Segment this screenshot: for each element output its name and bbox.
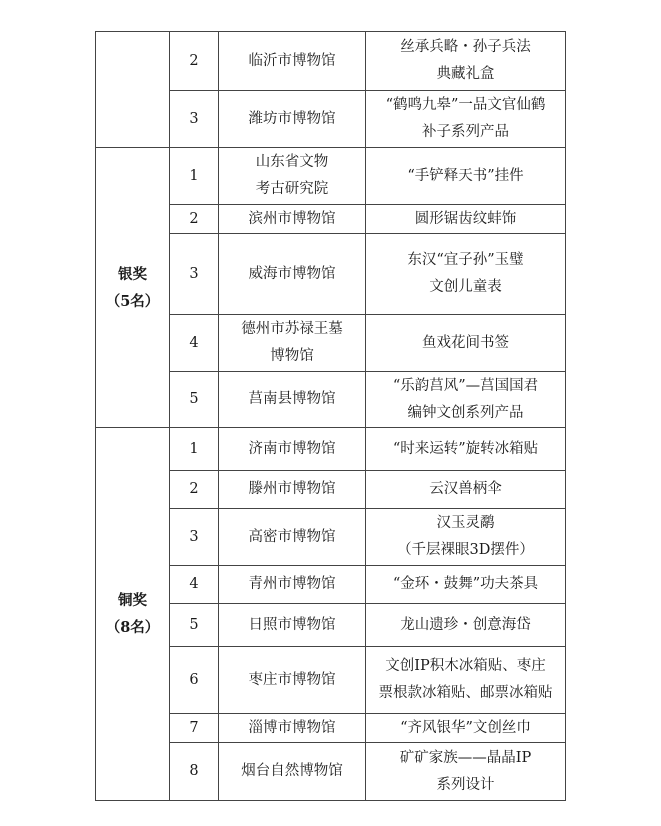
- museum-text: 淄博市博物馆: [248, 719, 336, 736]
- rank-cell: [170, 148, 219, 205]
- awards-table-body: [96, 32, 566, 801]
- product-text: “手铲释天书”挂件: [407, 167, 524, 184]
- product-text: 文创儿童表: [429, 279, 502, 295]
- product-cell: [366, 509, 566, 566]
- product-text: （千层裸眼3D摆件）: [397, 542, 534, 558]
- museum-cell: [219, 372, 366, 428]
- product-text: “鹤鸣九皋”一品文官仙鹤: [385, 97, 546, 113]
- product-cell: [366, 205, 566, 234]
- rank-text: 2: [189, 210, 199, 227]
- rank-cell: [170, 647, 219, 714]
- rank-text: 6: [189, 671, 199, 688]
- rank-cell: [170, 471, 219, 509]
- product-cell: [366, 604, 566, 647]
- rank-cell: [170, 205, 219, 234]
- rank-text: 5: [189, 616, 199, 633]
- museum-text: 青州市博物馆: [248, 576, 336, 592]
- museum-text: 山东省文物: [255, 154, 329, 170]
- museum-text: 烟台自然博物馆: [241, 763, 343, 779]
- museum-cell: [219, 234, 366, 315]
- award-name: 银奖: [118, 265, 147, 283]
- product-cell: [366, 714, 566, 743]
- rank-text: 3: [189, 265, 199, 282]
- museum-text: 日照市博物馆: [248, 616, 336, 633]
- rank-cell: [170, 372, 219, 428]
- silver-award-cell: [96, 148, 170, 428]
- product-text: 汉玉灵鹬: [436, 515, 495, 531]
- museum-text: 高密市博物馆: [248, 528, 336, 545]
- museum-cell: [219, 566, 366, 604]
- product-text: 典藏礼盒: [436, 66, 495, 82]
- product-text: 票根款冰箱贴、邮票冰箱贴: [378, 685, 553, 701]
- rank-text: 2: [189, 52, 199, 69]
- rank-cell: [170, 428, 219, 471]
- product-cell: [366, 91, 566, 148]
- product-text: 龙山遗珍・创意海岱: [400, 616, 531, 633]
- product-cell: [366, 566, 566, 604]
- museum-cell: [219, 32, 366, 91]
- rank-cell: [170, 91, 219, 148]
- product-text: 丝承兵略・孙子兵法: [400, 39, 531, 55]
- bronze-award-cell: [96, 428, 170, 801]
- product-text: 矿矿家族——晶晶IP: [399, 749, 532, 766]
- museum-cell: [219, 604, 366, 647]
- rank-text: 5: [189, 391, 199, 407]
- museum-text: 滨州市博物馆: [248, 210, 336, 227]
- product-text: 云汉兽柄伞: [429, 481, 502, 497]
- museum-cell: [219, 743, 366, 801]
- rank-cell: [170, 32, 219, 91]
- product-text: 文创IP积木冰箱贴、枣庄: [385, 658, 546, 674]
- award-count: （8名）: [105, 619, 160, 636]
- award-name: 铜奖: [118, 592, 147, 609]
- product-text: 编钟文创系列产品: [407, 404, 524, 421]
- museum-cell: [219, 509, 366, 566]
- product-cell: [366, 647, 566, 714]
- product-cell: [366, 315, 566, 372]
- table-row: [96, 32, 566, 91]
- rank-cell: [170, 509, 219, 566]
- rank-text: 4: [189, 576, 199, 592]
- product-text: “金环・鼓舞”功夫茶具: [392, 576, 539, 592]
- museum-text: 济南市博物馆: [248, 440, 336, 457]
- museum-text: 考古研究院: [255, 181, 329, 197]
- museum-cell: [219, 714, 366, 743]
- rank-text: 2: [189, 481, 199, 497]
- rank-cell: [170, 234, 219, 315]
- museum-cell: [219, 205, 366, 234]
- rank-cell: [170, 566, 219, 604]
- table-row: [96, 148, 566, 205]
- awards-table: [95, 31, 566, 801]
- rank-cell: [170, 743, 219, 801]
- museum-cell: [219, 428, 366, 471]
- award-count: （5名）: [105, 292, 160, 310]
- rank-text: 3: [189, 528, 199, 545]
- product-text: 鱼戏花间书签: [422, 334, 509, 351]
- museum-text: 威海市博物馆: [248, 265, 336, 282]
- product-text: “齐风银华”文创丝巾: [400, 719, 531, 736]
- award-cell-continued: [96, 32, 170, 148]
- product-text: 圆形锯齿纹蚌饰: [414, 210, 517, 227]
- product-cell: [366, 372, 566, 428]
- rank-text: 8: [189, 763, 199, 779]
- museum-text: 博物馆: [270, 348, 314, 364]
- rank-text: 1: [189, 440, 199, 457]
- museum-text: 德州市苏禄王墓: [241, 321, 343, 337]
- rank-text: 1: [189, 167, 199, 184]
- museum-cell: [219, 91, 366, 148]
- rank-text: 7: [189, 719, 199, 736]
- product-cell: [366, 234, 566, 315]
- product-text: 系列设计: [436, 776, 495, 793]
- rank-cell: [170, 315, 219, 372]
- museum-text: 莒南县博物馆: [248, 391, 336, 407]
- product-cell: [366, 743, 566, 801]
- product-text: 东汉“宜子孙”玉璧: [407, 252, 524, 268]
- rank-cell: [170, 714, 219, 743]
- museum-cell: [219, 148, 366, 205]
- rank-text: 4: [189, 334, 199, 351]
- product-text: 补子系列产品: [422, 124, 509, 140]
- rank-text: 3: [189, 110, 199, 127]
- table-row: [96, 428, 566, 471]
- museum-text: 枣庄市博物馆: [248, 671, 336, 688]
- museum-cell: [219, 471, 366, 509]
- museum-text: 滕州市博物馆: [248, 481, 336, 497]
- product-cell: [366, 148, 566, 205]
- product-text: “乐韵莒风”—莒国国君: [392, 377, 539, 394]
- product-cell: [366, 428, 566, 471]
- product-cell: [366, 32, 566, 91]
- museum-text: 临沂市博物馆: [248, 52, 336, 69]
- museum-text: 潍坊市博物馆: [248, 110, 336, 127]
- museum-cell: [219, 315, 366, 372]
- rank-cell: [170, 604, 219, 647]
- museum-cell: [219, 647, 366, 714]
- product-text: “时来运转”旋转冰箱贴: [392, 440, 539, 457]
- product-cell: [366, 471, 566, 509]
